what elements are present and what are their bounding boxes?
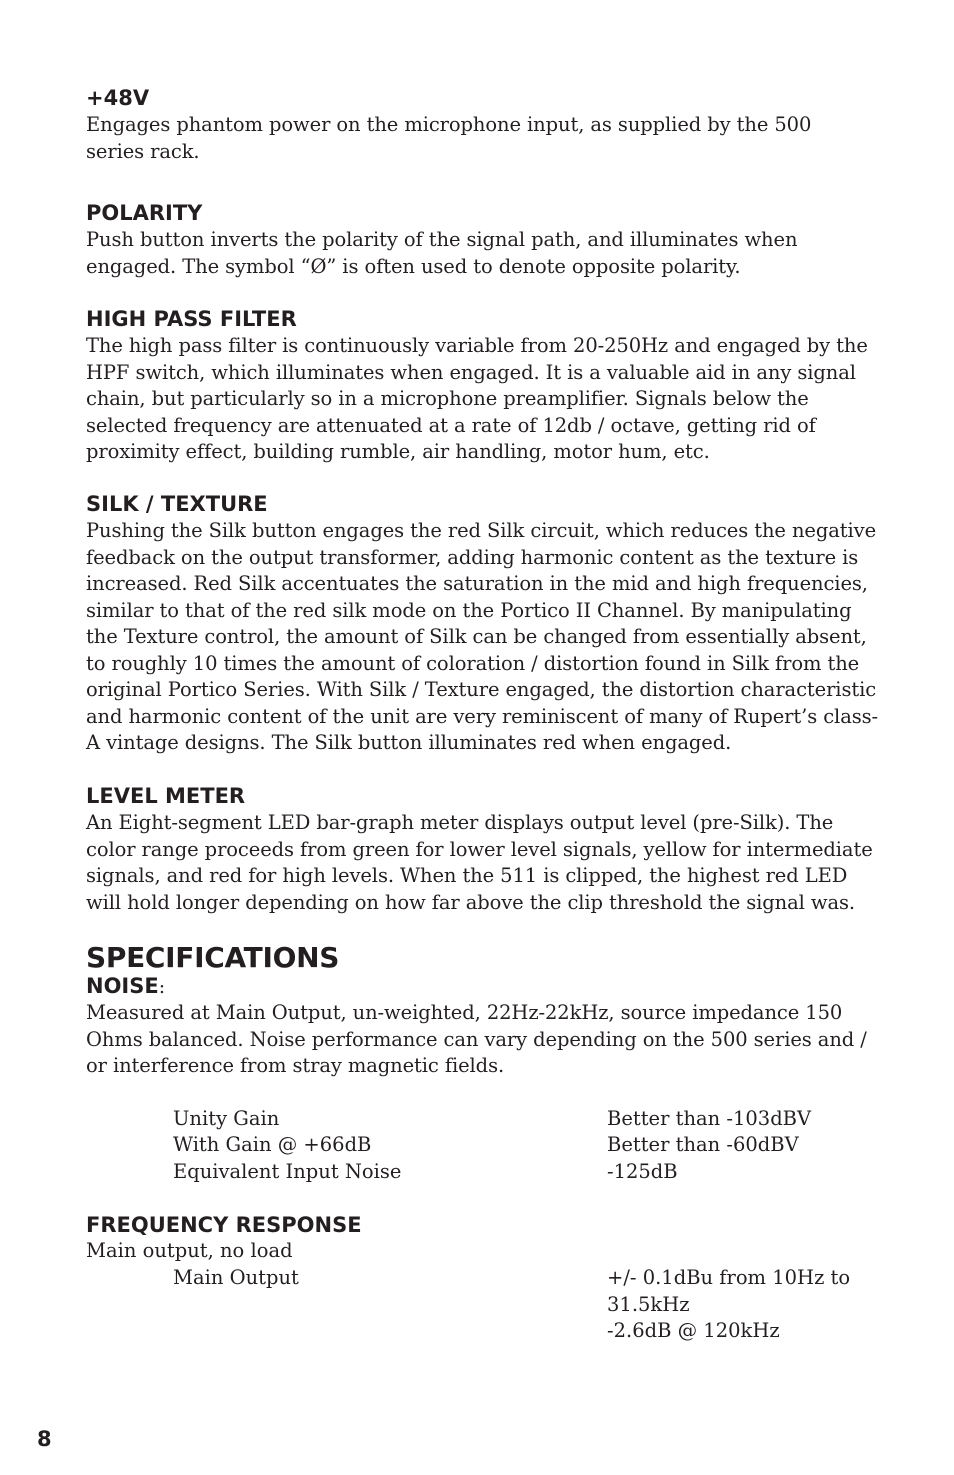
heading-level-meter: LEVEL METER (86, 784, 246, 808)
frequency-response-subtitle: Main output, no load (86, 1239, 293, 1262)
body-level-meter: An Eight-segment LED bar-graph meter displays output level (pre-Silk). The color range proceeds from green for lower level signals, yellow for intermediate signals, and red for high levels. When the 511 is clipped, the highest red LED will hold longer depending on how far above the clip threshold the signal was. (86, 811, 873, 914)
noise-row-label: With Gain @ +66dB (173, 1133, 372, 1156)
noise-row-label: Equivalent Input Noise (173, 1160, 402, 1183)
heading-silk-texture: SILK / TEXTURE (86, 492, 268, 516)
noise-row-value: Better than -103dBV (607, 1107, 812, 1130)
specifications-title: SPECIFICATIONS (86, 941, 340, 974)
heading-polarity: POLARITY (86, 201, 203, 225)
body-polarity: Push button inverts the polarity of the signal path, and illuminates when engaged. The symbol “Ø” is often used to denote opposite polarity. (86, 228, 798, 278)
frequency-response-row-label: Main Output (173, 1266, 299, 1289)
body-48v: Engages phantom power on the microphone input, as supplied by the 500 series rack. (86, 113, 812, 163)
body-silk-texture: Pushing the Silk button engages the red Silk circuit, which reduces the negative feedback on the output transformer, adding harmonic content as the texture is increased. Red Silk accentuates the saturation in the mid and high frequencies, similar to that of the red silk mode on the Portico II Channel. By manipulating the Texture control, the amount of Silk can be changed from essentially absent, to roughly 10 times the amount of coloration / distortion found in Silk from the original Portico Series. With Silk / Texture engaged, the distortion characteristic and harmonic content of the unit are very reminiscent of many of Rupert’s class-A vintage designs. The Silk button illuminates red when engaged. (86, 519, 879, 754)
body-high-pass-filter: The high pass filter is continuously variable from 20-250Hz and engaged by the HPF switch, which illuminates when engaged. It is a valuable aid in any signal chain, but particularly so in a microphone preamplifier. Signals below the selected frequency are attenuated at a rate of 12db / octave, getting rid of proximity effect, building rumble, air handling, motor hum, etc. (86, 334, 868, 463)
frequency-response-value: -2.6dB @ 120kHz (607, 1319, 780, 1342)
heading-noise (86, 973, 165, 1000)
heading-frequency-response: FREQUENCY RESPONSE (86, 1213, 362, 1237)
frequency-response-value: +/- 0.1dBu from 10Hz to 31.5kHz (607, 1266, 851, 1316)
body-noise: Measured at Main Output, un-weighted, 22Hz-22kHz, source impedance 150 Ohms balanced. Noise performance can vary depending on the 500 series and / or interference from stray magnetic fields. (86, 1001, 867, 1077)
heading-48v: +48V (86, 86, 150, 110)
noise-row-value: Better than -60dBV (607, 1133, 799, 1156)
noise-heading-text: NOISE (86, 974, 159, 998)
noise-row-label: Unity Gain (173, 1107, 280, 1130)
noise-row-value: -125dB (607, 1160, 678, 1183)
page-number: 8 (37, 1427, 52, 1451)
noise-colon: : (158, 976, 166, 998)
heading-high-pass-filter: HIGH PASS FILTER (86, 307, 297, 331)
